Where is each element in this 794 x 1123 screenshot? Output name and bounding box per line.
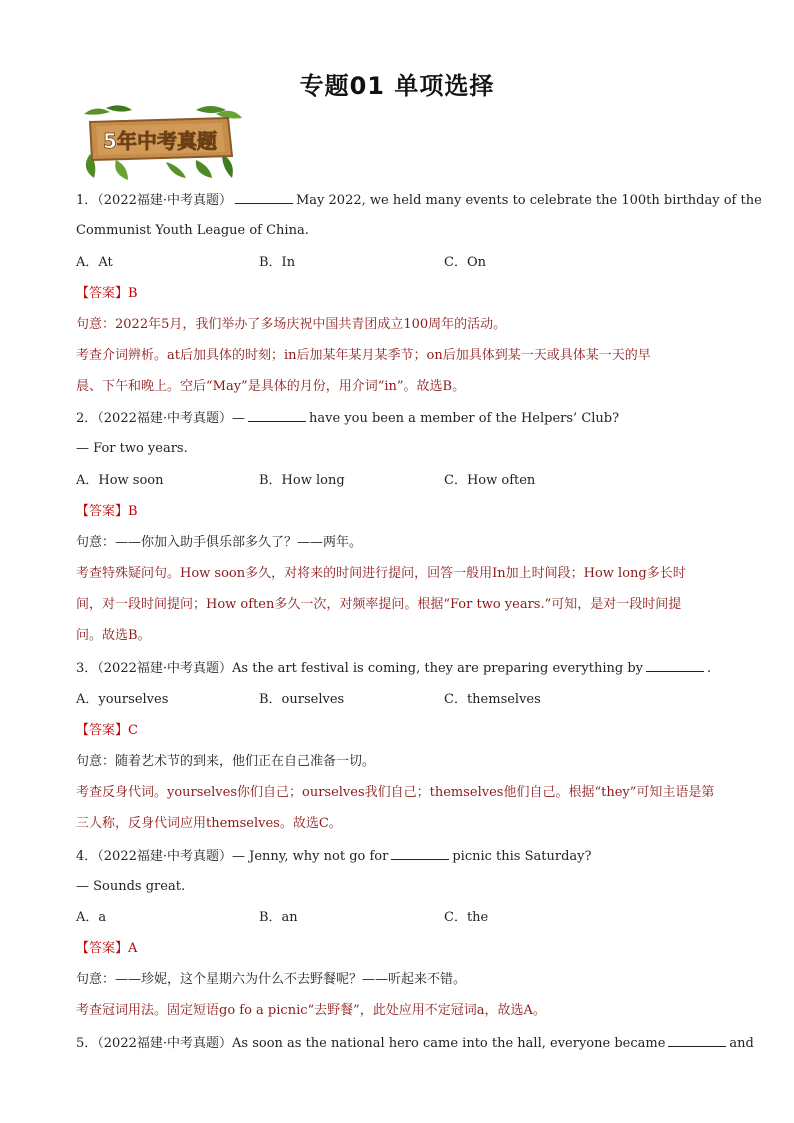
question-2-line-1: 2．（2022福建·中考真题）— have you been a member of the Helpers’ Club?	[76, 411, 620, 426]
question-1-meaning: 句意：2022年5月，我们举办了多场庆祝中国共青团成立100周年的活动。	[76, 317, 507, 332]
question-4-option-b: B．an	[259, 910, 298, 925]
question-1-line-2: Communist Youth League of China.	[76, 223, 309, 238]
question-1-line-1: 1．（2022福建·中考真题） May 2022, we held many events to celebrate the 100th birthday of the	[76, 193, 762, 208]
question-4-line-2: — Sounds great.	[76, 879, 186, 894]
question-2-option-a: A．How soon	[76, 473, 164, 488]
question-3-explain-line-1: 考查反身代词。yourselves你们自己；ourselves我们自己；themselves他们自己。根据“they”可知主语是第	[76, 785, 715, 800]
question-2-option-c: C．How often	[444, 473, 536, 488]
answer-blank	[646, 659, 704, 672]
question-4-line-1: 4．（2022福建·中考真题）— Jenny, why not go for picnic this Saturday?	[76, 849, 592, 864]
svg-text:5年中考真题: 5年中考真题	[103, 129, 217, 153]
page-title: 专题01 单项选择	[299, 72, 495, 100]
question-4-meaning: 句意：——珍妮，这个星期六为什么不去野餐呢？——听起来不错。	[76, 972, 467, 987]
question-2-line-2: — For two years.	[76, 441, 188, 456]
section-badge	[76, 104, 242, 180]
question-2-option-b: B．How long	[259, 473, 345, 488]
question-1-option-c: C．On	[444, 255, 486, 270]
question-3-option-a: A．yourselves	[76, 692, 169, 707]
question-4-option-a: A．a	[76, 910, 107, 925]
question-2-meaning: 句意：——你加入助手俱乐部多久了？——两年。	[76, 535, 363, 550]
question-3-option-c: C．themselves	[444, 692, 541, 707]
question-3-line-1: 3．（2022福建·中考真题）As the art festival is coming, they are preparing everything by .	[76, 661, 712, 676]
question-2-explain-line-1: 考查特殊疑问句。How soon多久，对将来的时间进行提问，回答一般用In加上时间段；How long多长时	[76, 566, 686, 581]
question-3-meaning: 句意：随着艺术节的到来，他们正在自己准备一切。	[76, 754, 376, 769]
question-2-explain-line-2: 间，对一段时间提问；How often多久一次，对频率提问。根据“For two years.”可知，是对一段时间提	[76, 597, 682, 612]
question-1-answer: 【答案】B	[76, 286, 138, 301]
question-4-answer: 【答案】A	[76, 941, 138, 956]
question-1-explain-line-2: 晨、下午和晚上。空后“May”是具体的月份，用介词“in”。故选B。	[76, 379, 466, 394]
answer-blank	[248, 409, 306, 422]
question-1-explain-line-1: 考查介词辨析。at后加具体的时刻；in后加某年某月某季节；on后加具体到某一天或具体某一天的早	[76, 348, 651, 363]
answer-blank	[668, 1034, 726, 1047]
question-2-explain-line-3: 问。故选B。	[76, 628, 151, 643]
question-3-explain-line-2: 三人称，反身代词应用themselves。故选C。	[76, 816, 342, 831]
question-4-option-c: C．the	[444, 910, 489, 925]
question-1-option-a: A．At	[76, 255, 113, 270]
answer-blank	[235, 191, 293, 204]
answer-blank	[391, 847, 449, 860]
question-1-option-b: B．In	[259, 255, 296, 270]
question-5-line-1: 5．（2022福建·中考真题）As soon as the national hero came into the hall, everyone became and	[76, 1036, 754, 1051]
question-2-answer: 【答案】B	[76, 504, 138, 519]
question-3-option-b: B．ourselves	[259, 692, 345, 707]
question-4-explain-line-1: 考查冠词用法。固定短语go fo a picnic“去野餐”，此处应用不定冠词a，故选A。	[76, 1003, 546, 1018]
question-3-answer: 【答案】C	[76, 723, 138, 738]
